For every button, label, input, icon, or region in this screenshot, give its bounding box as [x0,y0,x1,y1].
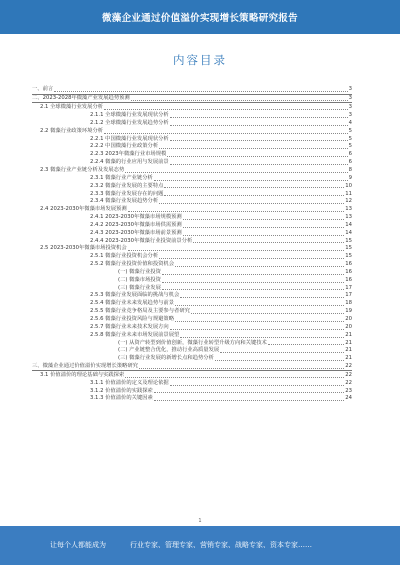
toc-entry[interactable] [32,395,352,403]
dot-leader [164,187,344,188]
toc-entry-page: 5 [348,143,352,150]
dot-leader [191,313,344,314]
toc-entry[interactable] [32,347,352,355]
toc-entry-text: 2.5 2023-2030年微藻市场投资机会 [40,245,127,252]
dot-leader [170,125,348,126]
toc-entry-page: 8 [348,166,352,173]
toc-entry-text: 一、前言 [32,86,54,93]
toc-entry-page: 13 [345,206,352,213]
footer-banner [0,526,400,565]
toc-entry[interactable] [32,182,352,190]
dot-leader [164,195,344,196]
toc-entry[interactable] [32,237,352,245]
toc-entry-page: 14 [345,229,352,236]
toc-entry-text: 3.1.2 价值溢价的实践探索 [90,387,153,394]
toc-entry-page: 18 [345,300,352,307]
toc-entry-text: 2.3.4 微藻行业发展趋势分析 [90,198,159,205]
footer-slogan: 让每个人都能成为 [50,541,106,549]
toc-entry-text: 2.4.1 2023-2030年微藻市场规模预测 [90,214,182,221]
toc-entry-text: 三、微藻企业通过价值溢价实现增长策略研究 [32,362,138,369]
dot-leader [54,91,347,92]
header-banner [0,0,400,34]
toc-entry-text: 3.1.3 价值溢价的关键因素 [90,395,153,402]
toc-entry-text: 2.4.2 2023-2030年微藻市场供需预测 [90,221,182,228]
toc-entry-page: 3 [348,95,352,102]
toc-entry-page: 15 [345,253,352,260]
toc-entry[interactable] [32,174,352,182]
toc-entry-text: 2.3.3 微藻行业发展存在的问题 [90,190,164,197]
dot-leader [170,117,348,118]
toc-entry[interactable] [32,253,352,261]
dot-leader [128,211,345,212]
dot-leader [175,266,344,267]
toc-entry-page: 22 [345,362,352,369]
toc-entry-text: 2.5.6 微藻行业投资风险与规避策略 [90,316,175,322]
toc-entry[interactable] [32,339,352,347]
toc-entry-page: 21 [345,331,352,338]
toc-entry[interactable] [32,119,352,127]
toc-entry-page: 24 [345,395,352,402]
dot-leader [125,377,344,378]
dot-leader [139,368,344,369]
dot-leader [167,156,347,157]
toc-entry-page: 21 [345,355,352,362]
dot-leader [154,400,344,401]
page-number: 1 [198,518,202,524]
toc-entry-page: 14 [345,221,352,228]
toc-entry[interactable] [32,206,352,214]
toc-entry-text: 2.2.1 中国微藻行业发展现状分析 [90,135,169,142]
toc-entry-page: 10 [345,182,352,189]
toc-entry-text: 2.2.2 中国微藻行业政策分析 [90,143,159,150]
toc-entry-text: 2.4.4 2023-2030年微藻行业投资前景分析 [90,237,193,244]
dot-leader [170,140,348,141]
dot-leader [104,109,348,110]
toc-entry-page: 21 [345,347,352,354]
toc-entry-page: 6 [348,159,352,166]
toc-entry[interactable] [32,355,352,363]
toc-entry-text: (一) 微藻行业投资 [118,268,161,275]
toc-entry[interactable] [32,379,352,387]
document-title: 微藻企业通过价值溢价实现增长策略研究报告 [101,13,298,24]
toc-entry-page: 17 [345,284,352,291]
toc-entry-page: 22 [345,371,352,378]
toc-entry-page: 3 [348,86,352,93]
toc-entry[interactable] [32,95,352,104]
dot-leader [183,227,345,228]
toc-entry-page: 20 [345,323,352,330]
dot-leader [183,219,345,220]
dot-leader [131,100,348,101]
toc-entry-page: 11 [345,190,352,197]
toc-entry-text: 2.3.1 微藻行业产业链分析 [90,174,153,181]
toc-entry-page: 17 [345,292,352,299]
dot-leader [268,344,344,345]
toc-entry-text: (二) 微藻市场投资 [118,276,161,283]
toc-entry-text: 2.1 全球微藻行业发展分析 [40,104,104,111]
toc-entry-text: 2.5.7 微藻行业未来技术发展方向 [90,323,169,330]
toc-entry[interactable] [32,143,352,151]
toc-entry-text: 2.3.2 微藻行业发展的主要特点 [90,182,164,189]
toc-entry-page: 15 [345,245,352,252]
toc-entry[interactable] [32,284,352,292]
dot-leader [154,392,344,393]
dot-leader [162,274,344,275]
toc-entry-text: 3.1 价值溢价的理论基础与实践探索 [40,371,125,378]
dot-leader [220,352,344,353]
toc-entry[interactable] [32,135,352,143]
toc-entry-page: 20 [345,316,352,322]
dot-leader [215,360,344,361]
toc-entry[interactable] [32,229,352,237]
dot-leader [175,321,344,322]
toc-entry[interactable] [32,245,352,253]
toc-entry-page: 21 [345,339,352,346]
toc-entry[interactable] [32,190,352,198]
toc-entry[interactable] [32,269,352,277]
toc-entry-page: 22 [345,379,352,386]
dot-leader [159,203,344,204]
toc-entry-page: 3 [348,112,352,119]
toc-entry-page: 16 [345,261,352,268]
toc-entry-page: 23 [345,387,352,394]
toc-entry[interactable] [32,112,352,120]
dot-leader [159,148,347,149]
toc-entry-text: (二) 产业链整合优化，推动行业高质量发展 [118,347,220,354]
toc-entry-text: 2.5.3 微藻行业发展面临的挑战与机会 [90,292,180,299]
toc-entry-text: 2.1.2 全球微藻行业发展趋势分析 [90,119,169,126]
toc-entry-page: 16 [345,276,352,283]
toc-entry-text: 2.1.1 全球微藻行业发展现状分析 [90,112,169,119]
toc-entry-text: 2.5.2 微藻行业投资价值和投资机会 [90,261,175,268]
dot-leader [154,180,348,181]
toc-entry[interactable] [32,104,352,112]
toc-entry[interactable] [32,323,352,331]
toc-entry-text: 2.2 微藻行业政策环境分析 [40,127,104,134]
toc-entry[interactable] [32,214,352,222]
toc-entry[interactable] [32,331,352,339]
toc-entry-text: 二、2023-2028年微藻产业发展趋势预测 [32,95,130,102]
dot-leader [170,164,348,165]
toc-entry-text: 2.5.8 微藻行业未来市场发展前景展望 [90,331,180,338]
dot-leader [193,242,344,243]
toc-entry-text: 2.3 微藻行业产业链分析及发展态势 [40,166,125,173]
toc-entry-page: 19 [345,308,352,315]
toc-entry-text: 2.5.1 微藻行业投资机会分析 [90,253,159,260]
toc-entry-page: 9 [348,174,352,181]
toc-entry-text: 3.1.1 价值溢价的定义及理论依据 [90,379,169,386]
toc-entry-text: 2.2.3 2023年微藻行业市场规模 [90,151,167,158]
dot-leader [170,329,345,330]
toc-entry-page: 5 [348,135,352,142]
toc-entry-page: 3 [348,104,352,111]
dot-leader [104,133,348,134]
toc-entry[interactable] [32,167,352,175]
toc-entry[interactable] [32,261,352,269]
toc-entry[interactable] [32,159,352,167]
toc-entry[interactable] [32,316,352,324]
dot-leader [162,282,344,283]
toc-entry[interactable] [32,308,352,316]
toc-entry[interactable] [32,276,352,284]
toc-entry-text: 2.4 2023-2030年微藻市场发展预测 [40,206,127,213]
toc-entry-page: 13 [345,214,352,221]
toc-entry-page: 15 [345,237,352,244]
dot-leader [180,337,344,338]
toc-entry[interactable] [32,363,352,372]
toc-heading: 内容目录 [173,53,227,67]
toc-entry-page: 4 [348,119,352,126]
toc-entry-page: 16 [345,268,352,275]
toc-entry-text: (一) 从资产转型到价值创新，微藻行业转型升级方向和关键技术 [118,339,267,346]
toc-entry[interactable] [32,387,352,395]
toc-entry[interactable] [32,127,352,135]
toc-entry-text: 2.5.4 微藻行业未来发展趋势与前景 [90,300,175,307]
toc-entry-page: 6 [348,151,352,158]
dot-leader [183,235,345,236]
toc-entry[interactable] [32,372,352,380]
toc-entry[interactable] [32,198,352,206]
toc-entry-text: (三) 微藻行业发展 [118,284,161,291]
toc-entry-page: 5 [348,127,352,134]
dot-leader [128,250,345,251]
dot-leader [159,258,344,259]
toc-entry[interactable] [32,292,352,300]
toc-entry[interactable] [32,151,352,159]
dot-leader [125,172,347,173]
dot-leader [180,297,344,298]
table-of-contents [32,86,352,403]
dot-leader [175,305,344,306]
toc-entry[interactable] [32,86,352,95]
dot-leader [170,385,345,386]
footer-tagline: 行业专家、管理专家、营销专家、战略专家、资本专家…… [130,541,312,549]
toc-entry[interactable] [32,300,352,308]
dot-leader [162,289,344,290]
toc-entry-text: (三) 微藻行业发展的新增长点和趋势分析 [118,355,214,362]
toc-entry-text: 2.2.4 微藻的行业应用与发展前景 [90,159,169,166]
toc-entry-text: 2.4.3 2023-2030年微藻市场前景预测 [90,229,182,236]
toc-entry-text: 2.5.5 微藻行业竞争格局及主要参与者研究 [90,308,190,315]
toc-entry-page: 12 [345,198,352,205]
toc-entry[interactable] [32,221,352,229]
